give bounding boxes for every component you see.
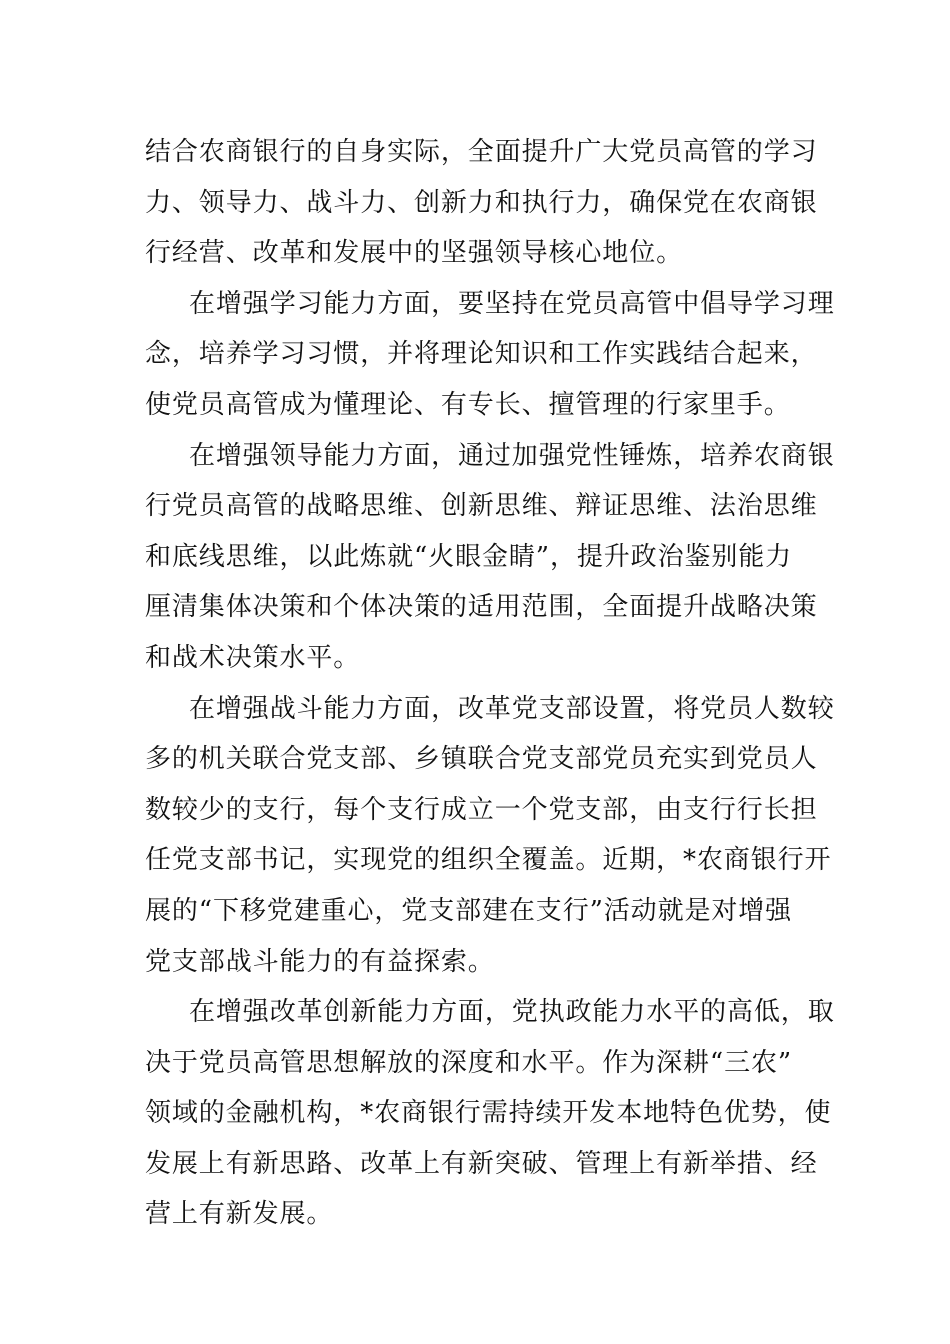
text-line: 在增强领导能力方面，通过加强党性锤炼，培养农商银 [189,440,835,471]
text-line: 在增强改革创新能力方面，党执政能力水平的高低，取 [189,997,835,1028]
paragraph-combat-ability [145,684,835,988]
text-line: 营上有新发展。 [145,1199,334,1230]
text-line: 行经营、改革和发展中的坚强领导核心地位。 [145,238,684,269]
text-line: 数较少的支行，每个支行成立一个党支部，由支行行长担 [145,794,818,825]
paragraph-learning-ability [145,279,835,431]
text-line: 结合农商银行的自身实际，全面提升广大党员高管的学习 [145,137,818,167]
text-line: 发展上有新思路、改革上有新突破、管理上有新举措、经 [145,1148,818,1179]
text-line: 力、领导力、战斗力、创新力和执行力，确保党在农商银 [145,187,818,218]
text-line: 和底线思维，以此炼就“火眼金睛”，提升政治鉴别能力 [145,541,793,572]
text-line: 行党员高管的战略思维、创新思维、辩证思维、法治思维 [145,491,818,522]
text-line: 多的机关联合党支部、乡镇联合党支部党员充实到党员人 [145,744,818,775]
text-line: 念，培养学习习惯，并将理论知识和工作实践结合起来， [145,339,818,370]
text-line: 党支部战斗能力的有益探索。 [145,946,495,977]
text-line: 领域的金融机构，*农商银行需持续开发本地特色优势，使 [145,1098,832,1129]
text-line: 在增强学习能力方面，要坚持在党员高管中倡导学习理 [189,288,835,319]
text-line: 厘清集体决策和个体决策的适用范围，全面提升战略决策 [145,592,818,623]
paragraph-1 [145,127,818,279]
paragraph-leadership-ability [145,431,835,684]
text-line: 决于党员高管思想解放的深度和水平。作为深耕“三农” [145,1047,793,1078]
text-line: 任党支部书记，实现党的组织全覆盖。近期，*农商银行开 [145,845,832,876]
paragraph-reform-innovation [145,987,835,1240]
text-line: 和战术决策水平。 [145,642,361,673]
document-body [145,127,835,1240]
text-line: 在增强战斗能力方面，改革党支部设置，将党员人数较 [189,693,835,724]
text-line: 使党员高管成为懂理论、有专长、擅管理的行家里手。 [145,389,791,420]
text-line: 展的“下移党建重心，党支部建在支行”活动就是对增强 [145,895,793,926]
